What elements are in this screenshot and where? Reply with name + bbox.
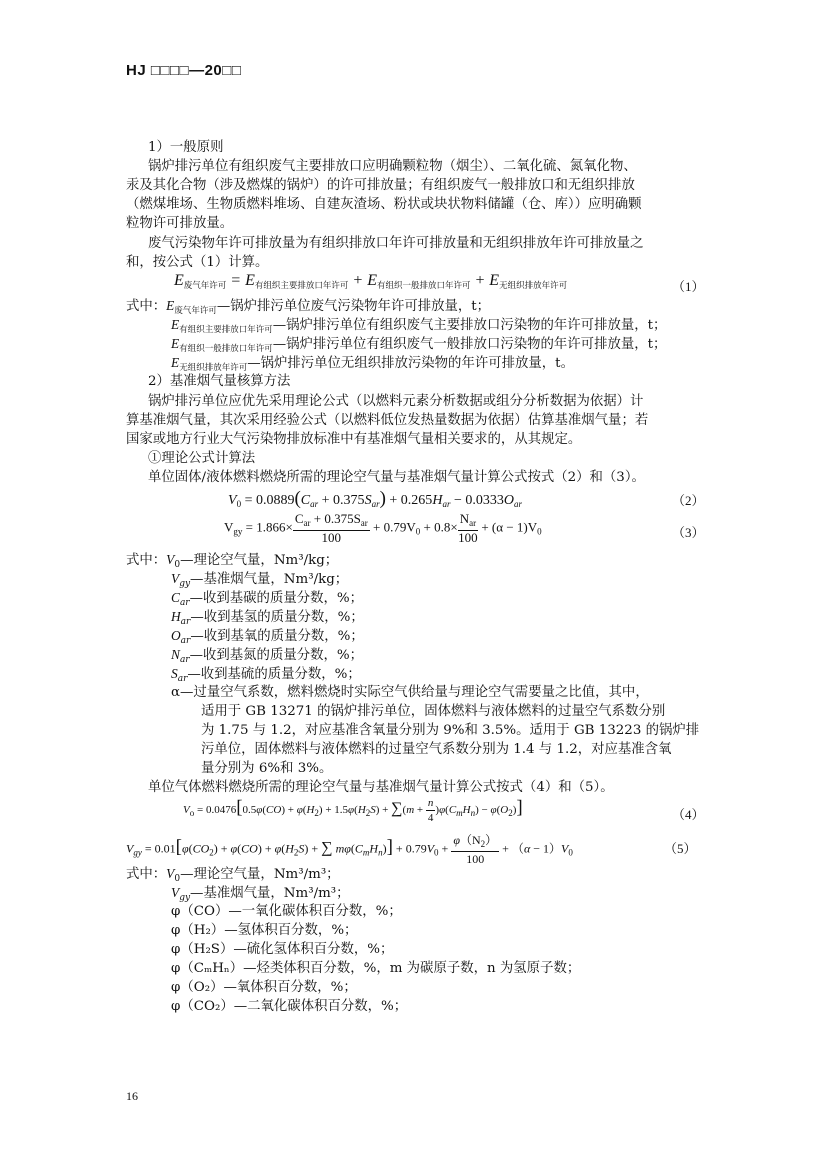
equation-1: $E_{废气年许可} = E_{有组织主要排放口年许可} + E_{有组织一般排放口年许可} + E_{无组织排放年许可}$ <box>174 272 568 290</box>
alpha-definition-line-3: 为 1.75 与 1.2，对应基准含氧量分别为 9%和 3.5%。适用于 GB 13223 的锅炉排 <box>201 723 700 738</box>
where-1-line-3: $E_{有组织一般排放口年许可}—$锅炉排污单位有组织废气一般排放口污染物的年许可排放量，t； <box>171 336 667 354</box>
paragraph-1-line-1: 锅炉排污单位有组织废气主要排放口应明确颗粒物（烟尘）、二氧化硫、氮氧化物、 <box>148 159 637 174</box>
subsection-theoretical-method: ①理论公式计算法 <box>148 451 256 466</box>
paragraph-3-line-3: 国家或地方行业大气污染物排放标准中有基准烟气量相关要求的，从其规定。 <box>126 432 582 447</box>
where-2-har: $H_{ar}—$收到基氢的质量分数，%； <box>171 609 364 627</box>
equation-3-number: （3） <box>672 525 705 540</box>
section-2-title: 2）基准烟气量核算方法 <box>148 374 291 389</box>
equation-3: $V_{gy} = 1.866\times$ $\frac{C_{ar} + 0.375S_{ar}}{100}$ + $0.79V_0 + 0.8\times$ $\frac{N_{ar}}{100}$ + $(\alpha - 1)V_0$ <box>224 511 542 545</box>
paragraph-4-line-1: 单位固体/液体燃料燃烧所需的理论空气量与基准烟气量计算公式按式（2）和（3）。 <box>148 470 645 485</box>
paragraph-1-line-4: 粒物许可排放量。 <box>126 216 234 231</box>
where-3-o2: φ（O₂）—氧体积百分数，%； <box>171 980 357 995</box>
alpha-definition-line-5: 量分别为 6%和 3%。 <box>201 761 333 776</box>
where-3-h2s: φ（H₂S）—硫化氢体积百分数，%； <box>171 942 394 957</box>
where-1-line-1: 式中：$E_{废气年许可}—$锅炉排污单位废气污染物年许可排放量，t； <box>126 298 491 316</box>
where-1-line-2: $E_{有组织主要排放口年许可}—$锅炉排污单位有组织废气主要排放口污染物的年许可排放量，t； <box>171 317 667 335</box>
equation-2: $V_0 = 0.0889(C_{ar} + 0.375S_{ar}) + 0.265H_{ar} - 0.0333O_{ar}$ <box>228 488 522 509</box>
equation-5-number: （5） <box>664 841 697 856</box>
running-header: HJ □□□□—20□□ <box>126 62 242 79</box>
where-2-sar: $S_{ar}—$收到基硫的质量分数，%； <box>171 666 361 684</box>
paragraph-2-line-2: 和，按公式（1）计算。 <box>126 255 269 270</box>
equation-4: $V_o = 0.0476[0.5\varphi(CO) + \varphi(H_2) + 1.5\varphi(H_2S) + \sum(m$ + $\frac{n}{4}$ )$\varphi(C_mH_n) - \varphi(O_2)$] <box>183 797 523 824</box>
section-1-title: 1）一般原则 <box>148 140 224 155</box>
where-3-co2: φ（CO₂）—二氧化碳体积百分数，%； <box>171 999 408 1014</box>
equation-5: $V_{gy} = 0.01[\varphi(CO_2) + \varphi(CO) + \varphi(H_2S)$ + ∑ $m\varphi(C_mH_n)] + 0.79V_0$ + $\frac{\varphi(N_2)}{100}$ + $(\alpha - 1)V_0$ <box>126 833 573 866</box>
where-2-car: $C_{ar}—$收到基碳的质量分数，%； <box>171 590 364 608</box>
page-number: 16 <box>126 1089 138 1103</box>
alpha-definition-line-2: 适用于 GB 13271 的锅炉排污单位，固体燃料与液体燃料的过量空气系数分别 <box>201 704 666 719</box>
paragraph-3-line-2: 算基准烟气量，其次采用经验公式（以燃料低位发热量数据为依据）估算基准烟气量；若 <box>126 413 649 428</box>
equation-4-number: （4） <box>672 807 705 822</box>
where-2-nar: $N_{ar}—$收到基氮的质量分数，%； <box>171 647 364 665</box>
where-3-cmhn: φ（CₘHₙ）—烃类体积百分数，%，m 为碳原子数，n 为氢原子数； <box>171 961 581 976</box>
where-1-line-4: $E_{无组织排放年许可}—$锅炉排污单位无组织排放污染物的年许可排放量，t。 <box>171 355 574 373</box>
equation-1-number: （1） <box>672 279 705 294</box>
equation-2-number: （2） <box>672 493 705 508</box>
paragraph-1-line-3: （燃煤堆场、生物质燃料堆场、自建灰渣场、粉状或块状物料储罐（仓、库））应明确颗 <box>126 197 642 212</box>
alpha-definition-line-1: α—过量空气系数，燃料燃烧时实际空气供给量与理论空气需要量之比值，其中， <box>171 685 649 700</box>
where-2-oar: $O_{ar}—$收到基氧的质量分数，%； <box>171 628 364 646</box>
where-3-v0: 式中：$V_0—$理论空气量，Nm³/m³； <box>126 866 340 884</box>
paragraph-5-line-1: 单位气体燃料燃烧所需的理论空气量与基准烟气量计算公式按式（4）和（5）。 <box>148 780 614 795</box>
where-3-co: φ（CO）—一氧化碳体积百分数，%； <box>171 904 402 919</box>
paragraph-1-line-2: 汞及其化合物（涉及燃煤的锅炉）的许可排放量；有组织废气一般排放口和无组织排放 <box>126 178 635 193</box>
paragraph-2-line-1: 废气污染物年许可排放量为有组织排放口年许可排放量和无组织排放年许可排放量之 <box>148 236 644 251</box>
where-3-h2: φ（H₂）—氢体积百分数，%； <box>171 923 358 938</box>
paragraph-3-line-1: 锅炉排污单位应优先采用理论公式（以燃料元素分析数据或组分分析数据为依据）计 <box>148 394 644 409</box>
alpha-definition-line-4: 污单位，固体燃料与液体燃料的过量空气系数分别为 1.4 与 1.2，对应基准含氧 <box>201 742 672 757</box>
where-3-vgy: $V_{gy}—$基准烟气量，Nm³/m³； <box>171 885 350 903</box>
where-2-vgy: $V_{gy}—$基准烟气量，Nm³/kg； <box>171 571 349 589</box>
where-2-v0: 式中：$V_0—$理论空气量，Nm³/kg； <box>126 552 339 570</box>
